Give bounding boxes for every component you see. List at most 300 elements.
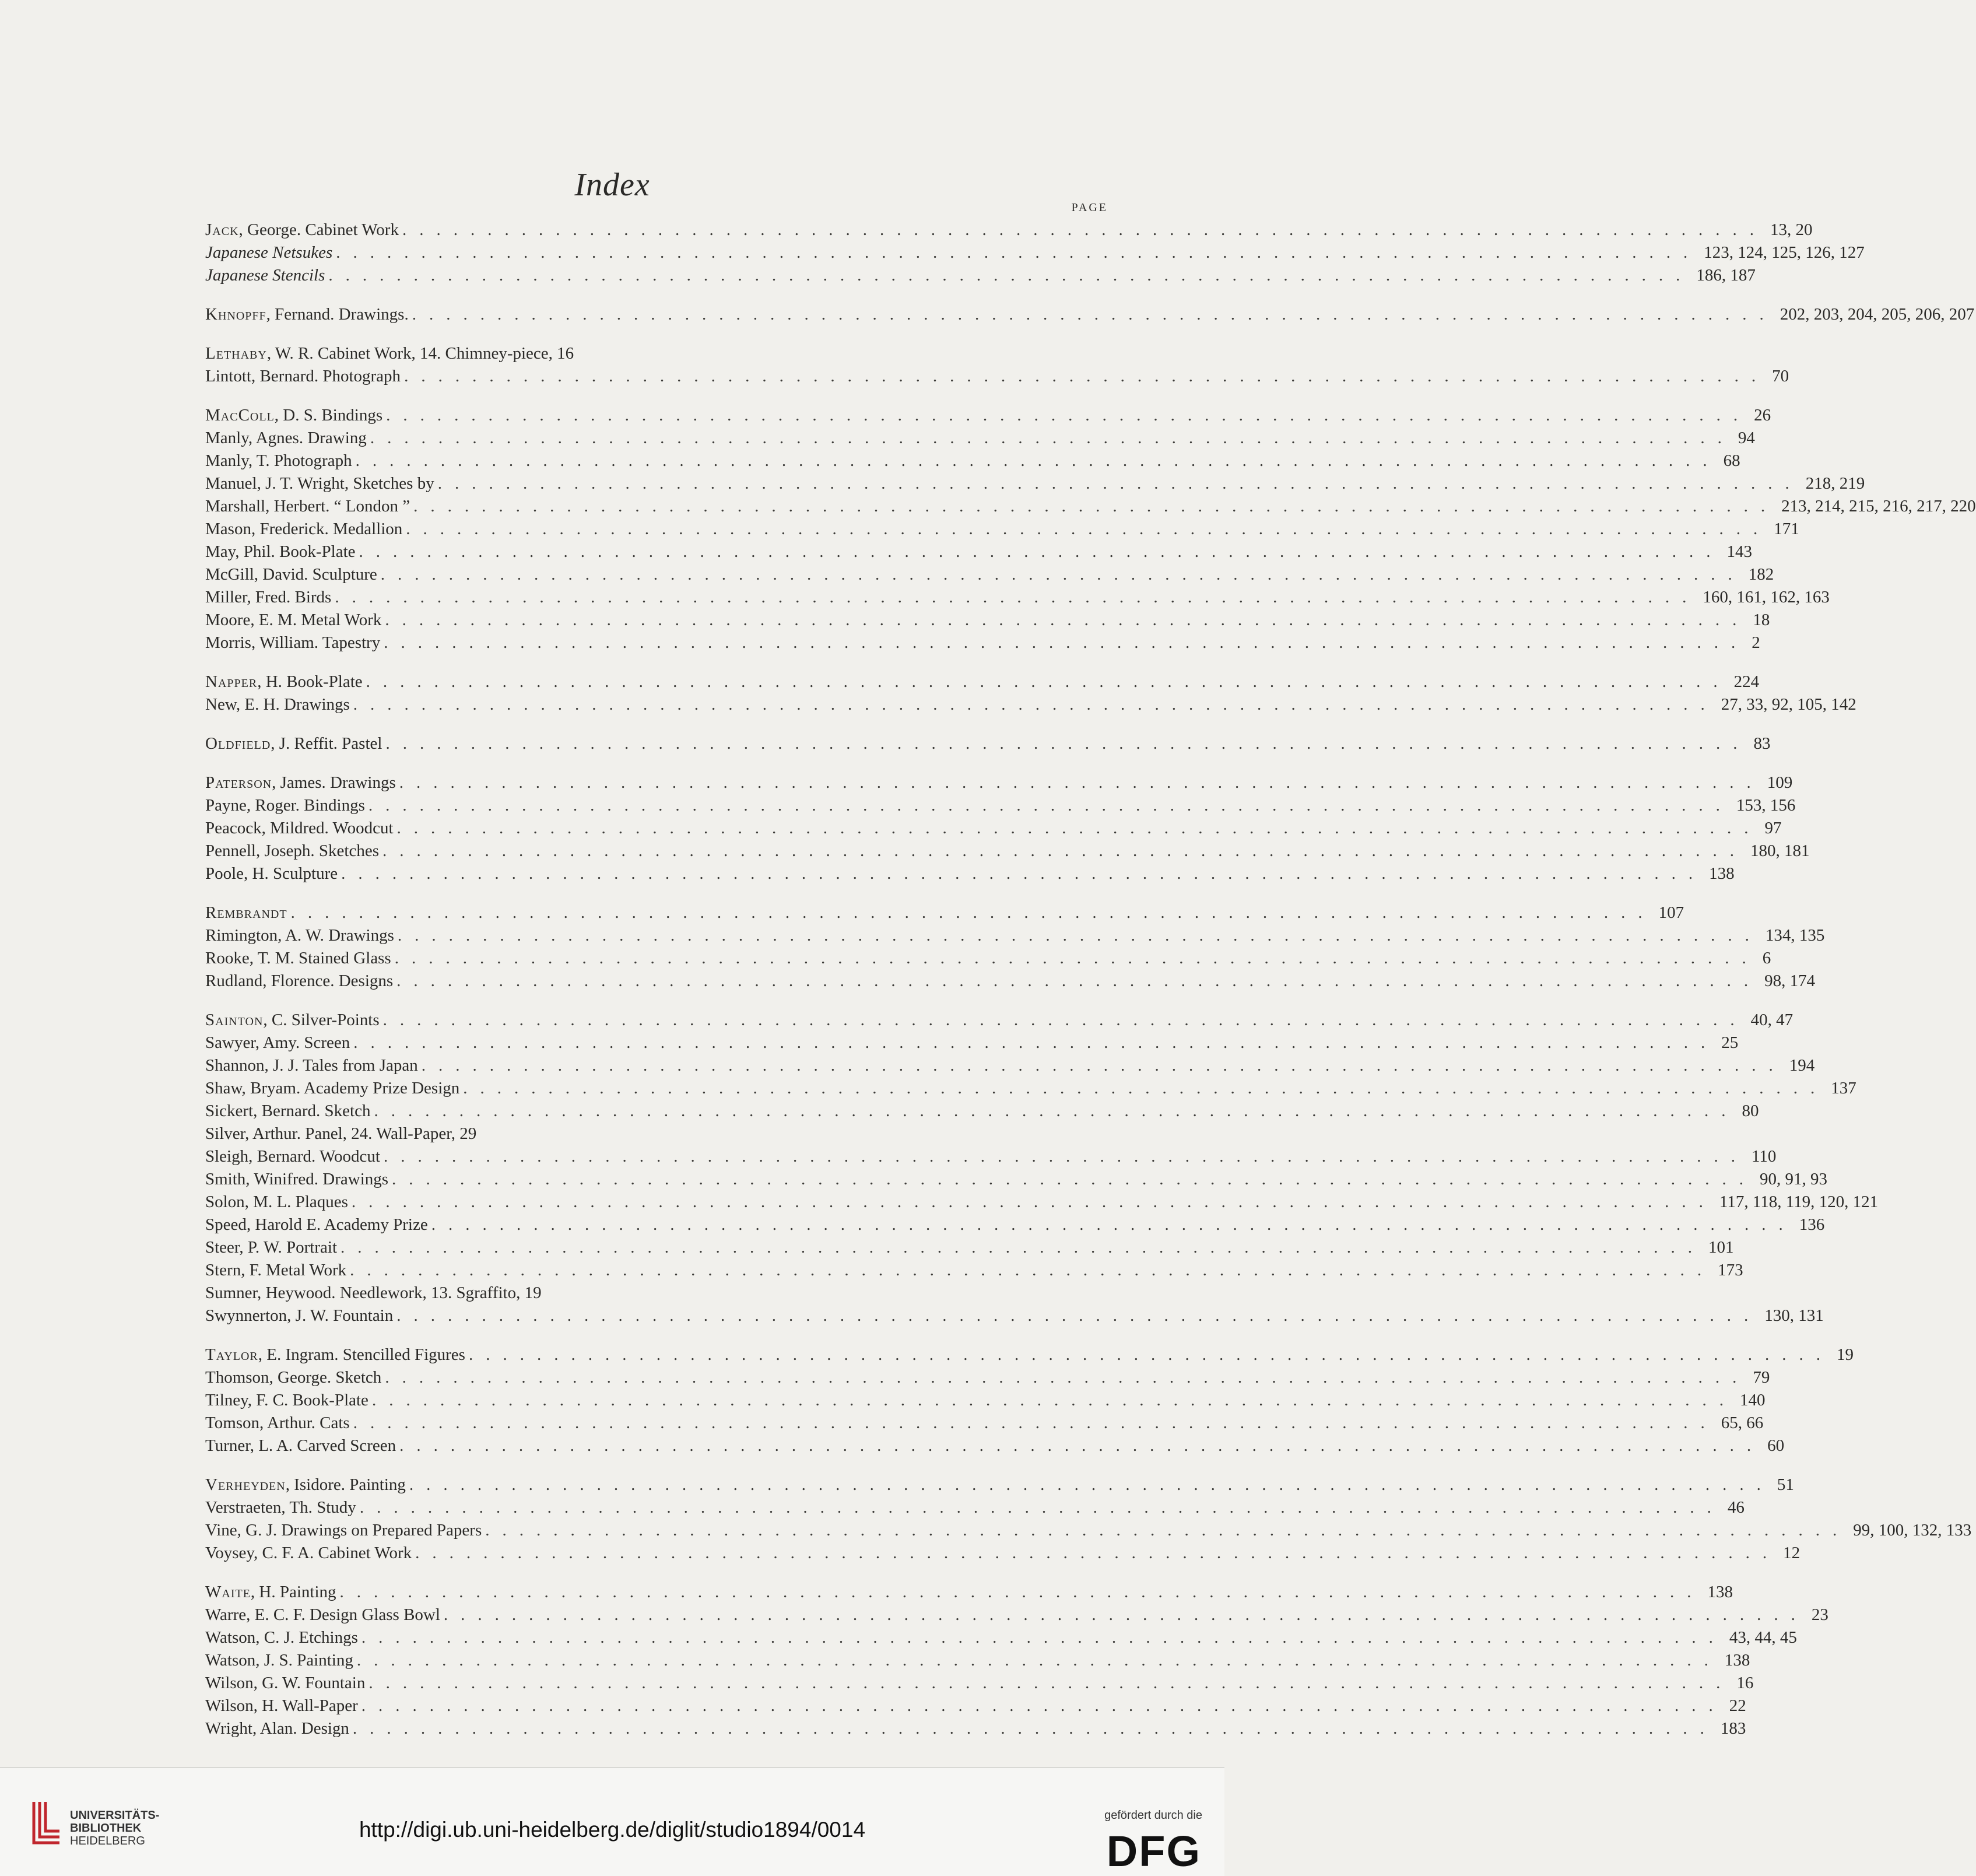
dfg-logo: DFG xyxy=(1106,1827,1201,1875)
entry-pages: 138 xyxy=(1709,864,1735,883)
index-entry xyxy=(205,1672,1754,1695)
entry-pages: 70 xyxy=(1772,367,1789,385)
entry-pages: 171 xyxy=(1774,520,1799,538)
leader-dots: ................................................................................ xyxy=(352,1719,1717,1738)
entry-name xyxy=(205,732,382,755)
entry-text: Manuel, J. T. Wright, Sketches by xyxy=(205,474,434,493)
entry-text: Thomson, George. Sketch xyxy=(205,1368,382,1387)
entry-surname: Jack xyxy=(205,220,239,239)
index-entry xyxy=(205,1145,1777,1168)
entry-name xyxy=(205,862,338,885)
index-entry xyxy=(205,732,1771,755)
index-entry xyxy=(205,632,1760,654)
entry-name xyxy=(205,1077,459,1100)
entry-name xyxy=(205,450,352,472)
entry-text: , W. R. Cabinet Work, 14. Chimney-piece, 16 xyxy=(266,344,574,363)
index-entry xyxy=(205,586,1830,609)
entry-surname: Oldfield xyxy=(205,734,271,753)
leader-dots: ................................................................................ xyxy=(399,1436,1764,1455)
leader-dots: ................................................................................ xyxy=(368,796,1733,815)
entry-text: Manly, Agnes. Drawing xyxy=(205,429,367,447)
entry-name xyxy=(205,219,399,241)
entry-text: , H. Painting xyxy=(250,1583,336,1601)
entry-text: Pennell, Joseph. Sketches xyxy=(205,841,380,860)
index-entry xyxy=(205,947,1771,970)
entry-surname: Rembrandt xyxy=(205,903,287,922)
entry-pages: 26 xyxy=(1754,406,1771,425)
entry-text: Rooke, T. M. Stained Glass xyxy=(205,949,391,967)
leader-dots: ................................................................................ xyxy=(374,1102,1739,1120)
entry-text: Tilney, F. C. Book-Plate xyxy=(205,1391,368,1409)
leader-dots: ................................................................................ xyxy=(361,1696,1726,1715)
leader-dots: ................................................................................ xyxy=(380,565,1745,584)
leader-dots: ................................................................................ xyxy=(382,1011,1747,1029)
leader-dots: ................................................................................ xyxy=(431,1215,1796,1234)
index-entry xyxy=(205,1496,1745,1519)
entry-pages: 117, 118, 119, 120, 121 xyxy=(1719,1193,1879,1211)
leader-dots: ................................................................................ xyxy=(335,588,1700,606)
entry-text: Watson, C. J. Etchings xyxy=(205,1628,358,1647)
entry-pages: 224 xyxy=(1733,672,1760,691)
entry-surname: Paterson xyxy=(205,773,272,792)
index-entry xyxy=(205,772,1793,794)
leader-dots: ................................................................................ xyxy=(353,1414,1718,1432)
entry-text: Silver, Arthur. Panel, 24. Wall-Paper, 29 xyxy=(205,1124,477,1143)
leader-dots: ................................................................................ xyxy=(415,1544,1780,1562)
index-group-k xyxy=(205,303,1975,326)
index-entry xyxy=(205,1214,1825,1236)
page-column-label: PAGE xyxy=(1071,201,1108,214)
leader-dots: ................................................................................ xyxy=(396,819,1761,837)
index-entry xyxy=(205,609,1770,632)
entry-pages: 80 xyxy=(1742,1102,1759,1120)
entry-pages: 25 xyxy=(1721,1033,1739,1052)
entry-surname: Verheyden xyxy=(205,1475,286,1494)
entry-pages: 51 xyxy=(1777,1475,1794,1494)
leader-dots: ................................................................................ xyxy=(368,1674,1733,1692)
index-entry xyxy=(205,1305,1824,1327)
index-entry xyxy=(205,902,1684,924)
entry-pages: 110 xyxy=(1751,1147,1777,1166)
entry-name xyxy=(205,1581,336,1604)
index-entry xyxy=(205,1435,1785,1457)
entry-name xyxy=(205,794,365,817)
entry-name xyxy=(205,365,401,388)
index-group-v xyxy=(205,1474,1972,1565)
entry-name xyxy=(205,303,409,326)
entry-text: Vine, G. J. Drawings on Prepared Papers xyxy=(205,1521,482,1540)
index-entry xyxy=(205,1626,1797,1649)
entry-text: , E. Ingram. Stencilled Figures xyxy=(258,1345,465,1364)
entry-text: Moore, E. M. Metal Work xyxy=(205,611,382,629)
entry-pages: 101 xyxy=(1708,1238,1734,1257)
entry-text: Wilson, G. W. Fountain xyxy=(205,1674,366,1692)
entry-name xyxy=(205,427,367,450)
entry-name xyxy=(205,1305,393,1327)
entry-name xyxy=(205,1282,542,1305)
entry-title-italic: Japanese Stencils xyxy=(205,266,325,285)
entry-pages: 160, 161, 162, 163 xyxy=(1703,588,1830,606)
index-entry xyxy=(205,1604,1828,1626)
index-entry xyxy=(205,1519,1972,1542)
entry-name xyxy=(205,472,434,495)
index-group-r xyxy=(205,902,1825,993)
index-entry xyxy=(205,840,1810,862)
entry-surname: Sainton xyxy=(205,1011,264,1029)
entry-pages: 186, 187 xyxy=(1696,266,1756,285)
entry-text: Speed, Harold E. Academy Prize xyxy=(205,1215,428,1234)
entry-text: Wright, Alan. Design xyxy=(205,1719,349,1738)
entry-pages: 19 xyxy=(1836,1345,1854,1364)
leader-dots: ................................................................................ xyxy=(402,220,1767,239)
entry-name xyxy=(205,1474,406,1496)
leader-dots: ................................................................................ xyxy=(383,1147,1748,1166)
entry-name xyxy=(205,1344,465,1366)
entry-pages: 46 xyxy=(1727,1498,1745,1517)
index-entry xyxy=(205,1366,1770,1389)
entry-name xyxy=(205,1009,380,1032)
leader-dots: ................................................................................ xyxy=(341,1238,1705,1257)
leader-dots: ................................................................................ xyxy=(336,243,1701,262)
index-entry xyxy=(205,794,1796,817)
entry-name xyxy=(205,1717,349,1740)
entry-pages: 65, 66 xyxy=(1721,1414,1764,1432)
entry-name xyxy=(205,1236,337,1259)
entry-name xyxy=(205,1542,412,1565)
entry-name xyxy=(205,1054,418,1077)
index-entry xyxy=(205,1191,1879,1214)
entry-name xyxy=(205,1496,356,1519)
index-entry xyxy=(205,1032,1739,1054)
entry-pages: 138 xyxy=(1724,1651,1750,1670)
index-entry xyxy=(205,1474,1794,1496)
entry-text: Steer, P. W. Portrait xyxy=(205,1238,338,1257)
leader-dots: ................................................................................ xyxy=(361,1628,1726,1647)
entry-pages: 130, 131 xyxy=(1764,1306,1824,1325)
index-entry xyxy=(205,495,1976,518)
index-group-j xyxy=(205,219,1865,287)
entry-name xyxy=(205,671,363,693)
entry-pages: 140 xyxy=(1739,1391,1766,1409)
entry-pages: 138 xyxy=(1707,1583,1733,1601)
entry-pages: 79 xyxy=(1753,1368,1770,1387)
index-group-o xyxy=(205,732,1771,755)
entry-pages: 173 xyxy=(1718,1261,1743,1279)
leader-dots: ................................................................................ xyxy=(355,451,1720,470)
leader-dots: ................................................................................ xyxy=(409,1475,1774,1494)
entry-text: Payne, Roger. Bindings xyxy=(205,796,365,815)
index-entry xyxy=(205,1581,1733,1604)
entry-text: Morris, William. Tapestry xyxy=(205,633,381,652)
leader-dots: ................................................................................ xyxy=(385,1368,1750,1387)
entry-text: Sickert, Bernard. Sketch xyxy=(205,1102,371,1120)
entry-text: Miller, Fred. Birds xyxy=(205,588,332,606)
entry-pages: 13, 20 xyxy=(1770,220,1813,239)
entry-surname: Napper xyxy=(205,672,258,691)
index-entry xyxy=(205,541,1753,563)
entry-pages: 180, 181 xyxy=(1750,841,1810,860)
leader-dots: ................................................................................ xyxy=(371,1391,1736,1409)
entry-pages: 27, 33, 92, 105, 142 xyxy=(1721,695,1856,714)
index-entry xyxy=(205,1542,1800,1565)
entry-surname: Waite xyxy=(205,1583,251,1601)
index-entry xyxy=(205,1282,1108,1305)
entry-name xyxy=(205,586,331,609)
entry-pages: 6 xyxy=(1762,949,1771,967)
entry-name xyxy=(205,1214,428,1236)
entry-name xyxy=(205,1649,353,1672)
entry-name xyxy=(205,924,394,947)
entry-name xyxy=(205,1695,358,1717)
entry-pages: 136 xyxy=(1799,1215,1825,1234)
index-entry xyxy=(205,1412,1764,1435)
entry-text: Turner, L. A. Carved Screen xyxy=(205,1436,396,1455)
index-entry xyxy=(205,404,1771,427)
entry-text: Verstraeten, Th. Study xyxy=(205,1498,356,1517)
leader-dots: ................................................................................ xyxy=(339,1583,1704,1601)
entry-text: Sleigh, Bernard. Woodcut xyxy=(205,1147,380,1166)
logo-line-2: BIBLIOTHEK xyxy=(70,1822,142,1835)
index-entry xyxy=(205,970,1816,993)
index-entry xyxy=(205,342,1108,365)
entry-name xyxy=(205,609,381,632)
leader-dots: ................................................................................ xyxy=(396,972,1761,990)
entry-pages: 18 xyxy=(1753,611,1770,629)
entry-pages: 98, 174 xyxy=(1764,972,1816,990)
entry-text: Shaw, Bryam. Academy Prize Design xyxy=(205,1079,460,1097)
index-entry xyxy=(205,219,1813,241)
entry-name xyxy=(205,1100,370,1123)
entry-name xyxy=(205,342,574,365)
leader-dots: ................................................................................ xyxy=(392,1170,1757,1188)
index-group-n xyxy=(205,671,1856,716)
entry-name xyxy=(205,1145,380,1168)
index-entry xyxy=(205,450,1740,472)
entry-pages: 43, 44, 45 xyxy=(1729,1628,1797,1647)
entry-text: Peacock, Mildred. Woodcut xyxy=(205,819,394,837)
index-entry xyxy=(205,1389,1766,1412)
index-group-w xyxy=(205,1581,1828,1740)
leader-dots: ................................................................................ xyxy=(399,773,1764,792)
index-entry xyxy=(205,1077,1856,1100)
entry-pages: 109 xyxy=(1767,773,1793,792)
leader-dots: ................................................................................ xyxy=(385,734,1750,753)
leader-dots: ................................................................................ xyxy=(404,367,1769,385)
entry-name xyxy=(205,693,350,716)
entry-name xyxy=(205,563,377,586)
entry-text: Rimington, A. W. Drawings xyxy=(205,926,394,945)
entry-text: Wilson, H. Wall-Paper xyxy=(205,1696,358,1715)
index-entry xyxy=(205,1100,1759,1123)
entry-name xyxy=(205,1435,396,1457)
index-entry xyxy=(205,241,1865,264)
leader-dots: ................................................................................ xyxy=(370,429,1735,447)
source-url-link[interactable]: http://digi.ub.uni-heidelberg.de/diglit/studio1894/0014 xyxy=(359,1818,866,1842)
index-entry xyxy=(205,427,1755,450)
index-entry xyxy=(205,817,1782,840)
index-entry xyxy=(205,472,1865,495)
leader-dots: ................................................................................ xyxy=(463,1079,1828,1097)
entry-pages: 123, 124, 125, 126, 127 xyxy=(1704,243,1865,262)
entry-text: , Isidore. Painting xyxy=(285,1475,406,1494)
funded-by-label: gefördert durch die xyxy=(1104,1809,1202,1822)
entry-text: May, Phil. Book-Plate xyxy=(205,542,356,561)
leader-dots: ................................................................................ xyxy=(359,1498,1724,1517)
entry-name xyxy=(205,404,382,427)
footer-bar xyxy=(0,1767,1224,1876)
entry-pages: 137 xyxy=(1831,1079,1856,1097)
leader-dots: ................................................................................ xyxy=(382,841,1747,860)
logo-line-3: HEIDELBERG xyxy=(70,1835,145,1847)
index-entry xyxy=(205,1009,1794,1032)
entry-name xyxy=(205,772,396,794)
entry-name xyxy=(205,1168,388,1191)
index-entry xyxy=(205,862,1735,885)
leader-dots: ................................................................................ xyxy=(413,497,1778,516)
entry-name xyxy=(205,518,402,541)
entry-text: Marshall, Herbert. “ London ” xyxy=(205,497,410,516)
entry-text: , J. Reffit. Pastel xyxy=(271,734,382,753)
leader-dots: ................................................................................ xyxy=(353,1033,1718,1052)
index-group-t xyxy=(205,1344,1854,1457)
entry-text: , James. Drawings xyxy=(272,773,396,792)
entry-pages: 107 xyxy=(1658,903,1684,922)
entry-pages: 40, 47 xyxy=(1750,1011,1794,1029)
index-entry xyxy=(205,924,1825,947)
leader-dots: ................................................................................ xyxy=(350,1261,1715,1279)
entry-pages: 90, 91, 93 xyxy=(1760,1170,1828,1188)
index-entry xyxy=(205,303,1975,326)
entry-name xyxy=(205,902,287,924)
entry-pages: 194 xyxy=(1789,1056,1815,1075)
entry-pages: 68 xyxy=(1723,451,1740,470)
leader-dots: ................................................................................ xyxy=(386,406,1751,425)
leader-dots: ................................................................................ xyxy=(485,1521,1850,1540)
entry-text: Manly, T. Photograph xyxy=(205,451,352,470)
leader-dots: ................................................................................ xyxy=(359,542,1724,561)
entry-name xyxy=(205,1672,365,1695)
entry-pages: 60 xyxy=(1767,1436,1785,1455)
entry-name xyxy=(205,1123,476,1145)
entry-surname: Khnopff xyxy=(205,305,266,324)
index-entry xyxy=(205,1649,1750,1672)
leader-dots: ................................................................................ xyxy=(412,305,1777,324)
entry-surname: Lethaby xyxy=(205,344,267,363)
entry-name xyxy=(205,1032,350,1054)
leader-dots: ................................................................................ xyxy=(396,1306,1761,1325)
entry-name xyxy=(205,1519,482,1542)
index-list xyxy=(205,219,1976,1756)
entry-pages: 182 xyxy=(1748,565,1774,584)
index-entry xyxy=(205,1344,1854,1366)
entry-text: Mason, Frederick. Medallion xyxy=(205,520,403,538)
leader-dots: ................................................................................ xyxy=(351,1193,1716,1211)
entry-text: Poole, H. Sculpture xyxy=(205,864,338,883)
entry-pages: 183 xyxy=(1720,1719,1746,1738)
index-entry xyxy=(205,693,1856,716)
leader-dots: ................................................................................ xyxy=(394,949,1759,967)
entry-text: , George. Cabinet Work xyxy=(238,220,399,239)
leader-dots: ................................................................................ xyxy=(353,695,1718,714)
leader-dots: ................................................................................ xyxy=(421,1056,1786,1075)
entry-name xyxy=(205,970,393,993)
entry-text: , H. Book-Plate xyxy=(257,672,363,691)
entry-text: Tomson, Arthur. Cats xyxy=(205,1414,350,1432)
leader-dots: ................................................................................ xyxy=(290,903,1655,922)
leader-dots: ................................................................................ xyxy=(406,520,1771,538)
leader-dots: ................................................................................ xyxy=(468,1345,1833,1364)
index-entry xyxy=(205,1123,1108,1145)
entry-text: Smith, Winifred. Drawings xyxy=(205,1170,389,1188)
leader-dots: ................................................................................ xyxy=(397,926,1762,945)
entry-name xyxy=(205,632,380,654)
entry-name xyxy=(205,541,356,563)
entry-text: , Fernand. Drawings. xyxy=(266,305,409,324)
entry-text: , C. Silver-Points xyxy=(263,1011,380,1029)
entry-name xyxy=(205,1412,350,1435)
entry-name xyxy=(205,1604,440,1626)
entry-name xyxy=(205,1366,381,1389)
index-group-m xyxy=(205,404,1976,654)
page-title: Index xyxy=(574,167,650,203)
entry-text: Solon, M. L. Plaques xyxy=(205,1193,348,1211)
entry-pages: 22 xyxy=(1729,1696,1746,1715)
index-entry xyxy=(205,518,1799,541)
index-group-s xyxy=(205,1009,1879,1327)
leader-dots: ................................................................................ xyxy=(443,1605,1808,1624)
leader-dots: ................................................................................ xyxy=(384,633,1749,652)
entry-text: Shannon, J. J. Tales from Japan xyxy=(205,1056,418,1075)
index-entry xyxy=(205,264,1756,287)
index-entry xyxy=(205,1717,1746,1740)
leader-dots: ................................................................................ xyxy=(328,266,1693,285)
leader-dots: ................................................................................ xyxy=(356,1651,1721,1670)
entry-name xyxy=(205,241,332,264)
entry-name xyxy=(205,1626,358,1649)
entry-name xyxy=(205,1259,346,1282)
entry-title-italic: Japanese Netsukes xyxy=(205,243,333,262)
entry-pages: 218, 219 xyxy=(1805,474,1865,493)
entry-text: Warre, E. C. F. Design Glass Bowl xyxy=(205,1605,440,1624)
entry-pages: 12 xyxy=(1783,1544,1800,1562)
entry-pages: 99, 100, 132, 133 xyxy=(1853,1521,1972,1540)
entry-text: Sumner, Heywood. Needlework, 13. Sgraffito, 19 xyxy=(205,1284,542,1302)
leader-dots: ................................................................................ xyxy=(437,474,1802,493)
leader-dots: ................................................................................ xyxy=(341,864,1706,883)
leader-dots: ................................................................................ xyxy=(385,611,1750,629)
entry-pages: 143 xyxy=(1726,542,1753,561)
entry-text: Swynnerton, J. W. Fountain xyxy=(205,1306,394,1325)
entry-name xyxy=(205,495,410,518)
entry-pages: 16 xyxy=(1736,1674,1754,1692)
entry-text: Rudland, Florence. Designs xyxy=(205,972,394,990)
index-group-l xyxy=(205,342,1789,388)
entry-name xyxy=(205,840,379,862)
logo-line-1: UNIVERSITÄTS- xyxy=(70,1809,160,1822)
index-entry xyxy=(205,1054,1815,1077)
entry-text: Lintott, Bernard. Photograph xyxy=(205,367,401,385)
entry-name xyxy=(205,817,394,840)
entry-pages: 202, 203, 204, 205, 206, 207 xyxy=(1780,305,1975,324)
entry-text: Sawyer, Amy. Screen xyxy=(205,1033,350,1052)
index-entry xyxy=(205,365,1789,388)
entry-name xyxy=(205,947,391,970)
index-entry xyxy=(205,563,1774,586)
entry-pages: 94 xyxy=(1738,429,1755,447)
entry-name xyxy=(205,1389,368,1412)
entry-text: McGill, David. Sculpture xyxy=(205,565,377,584)
entry-pages: 153, 156 xyxy=(1736,796,1796,815)
